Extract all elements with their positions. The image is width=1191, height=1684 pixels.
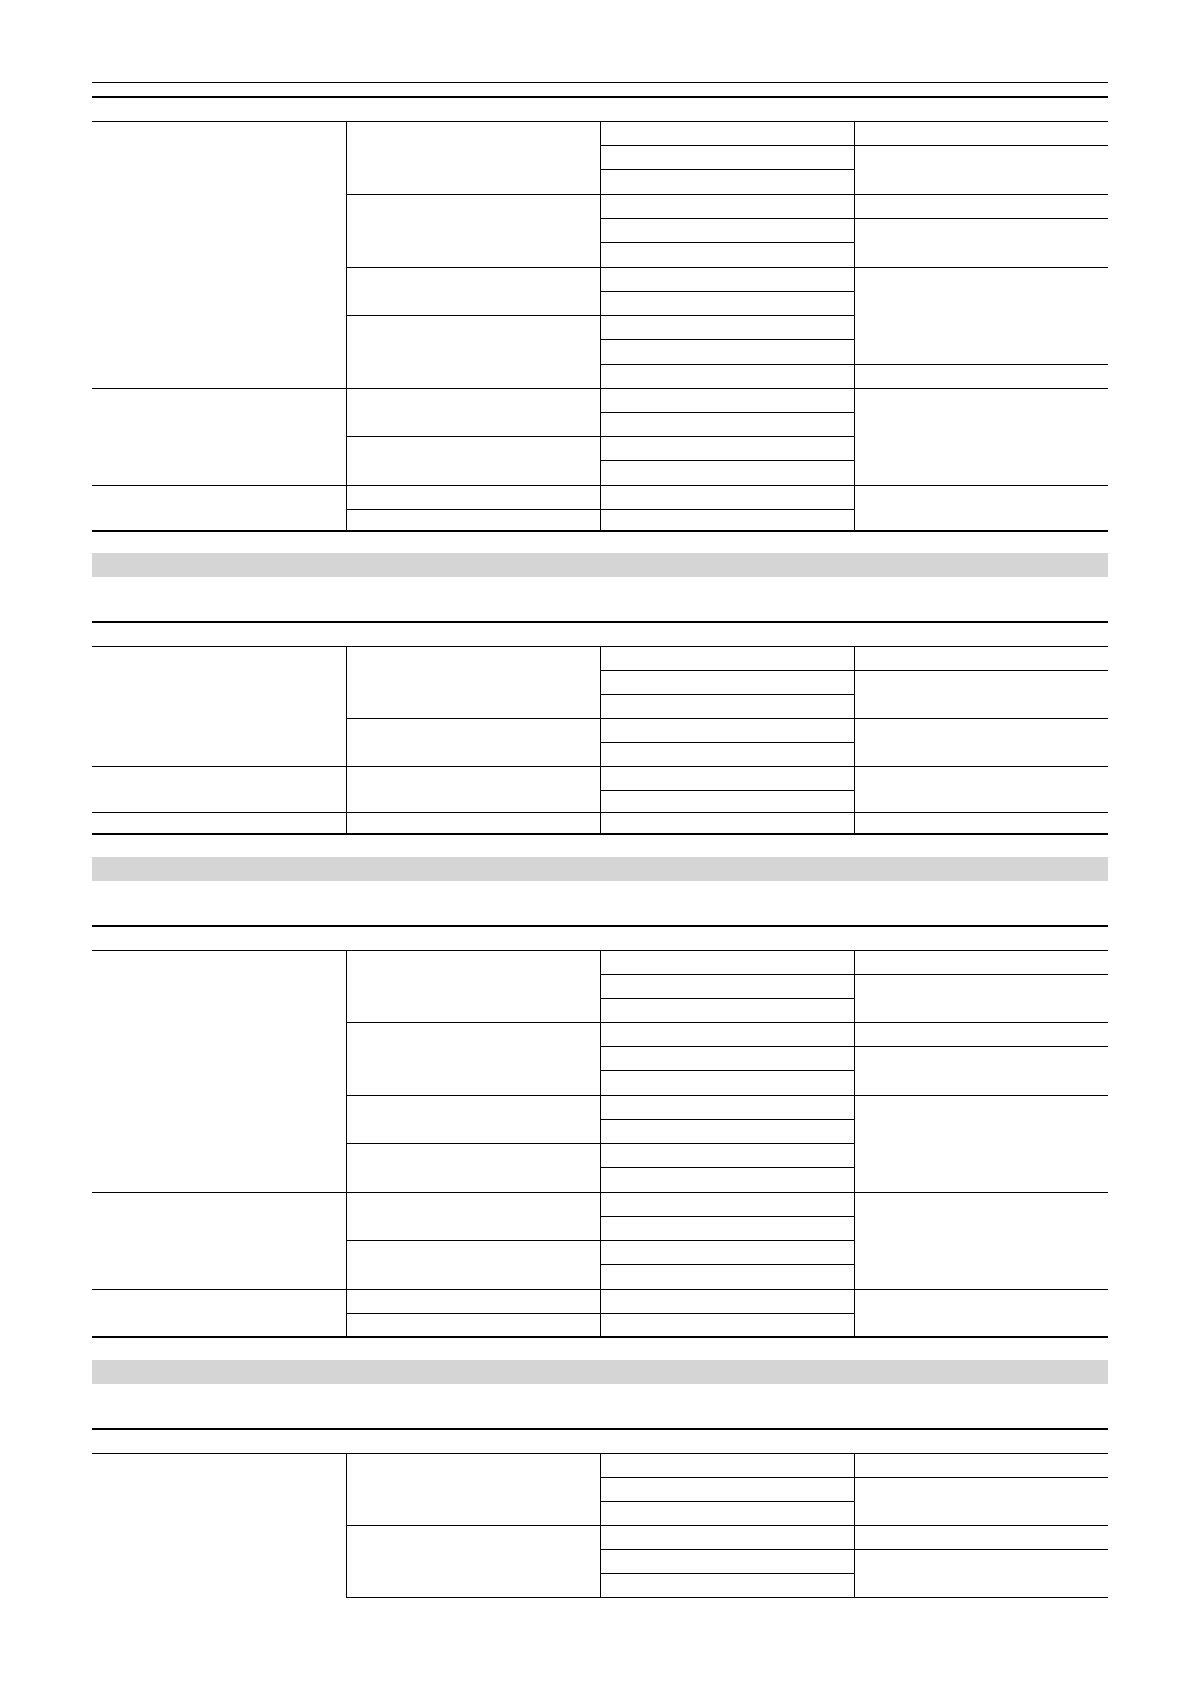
table-column-rule — [346, 1453, 347, 1597]
column-header — [346, 624, 350, 644]
table-row-rule — [346, 267, 1108, 268]
column-header — [854, 624, 858, 644]
table-row-rule — [600, 339, 854, 340]
column-header — [346, 928, 350, 948]
table-row-rule — [600, 460, 854, 461]
table-column-rule — [346, 121, 347, 531]
table-column-rule — [600, 1453, 601, 1597]
table-row-rule — [600, 169, 854, 170]
table-row-rule — [346, 1597, 1108, 1598]
section-header-1 — [92, 553, 1108, 577]
table-row-rule — [92, 96, 1108, 98]
table-row-rule — [346, 1095, 1108, 1096]
table-row-rule — [600, 1070, 854, 1071]
settings-table-2 — [92, 622, 1108, 836]
table-row-rule — [600, 1119, 854, 1120]
table-row-rule — [600, 1573, 854, 1574]
column-header — [854, 1431, 858, 1451]
column-header — [346, 99, 350, 119]
table-column-rule — [600, 646, 601, 834]
section-header-3 — [92, 1360, 1108, 1384]
table-row-rule — [600, 1501, 854, 1502]
column-header — [854, 99, 858, 119]
column-header — [854, 928, 858, 948]
table-row-rule — [600, 998, 854, 999]
section-header-2 — [92, 857, 1108, 881]
table-row-rule — [600, 291, 854, 292]
table-row-rule — [600, 694, 854, 695]
table-row-rule — [346, 194, 1108, 195]
column-header — [92, 928, 96, 948]
table-row-rule — [92, 1428, 1108, 1430]
column-header — [600, 928, 604, 948]
settings-table-3 — [92, 926, 1108, 1339]
column-header — [92, 1431, 96, 1451]
settings-table-1 — [92, 97, 1108, 532]
page-header-rule — [92, 82, 1108, 83]
table-column-rule — [600, 121, 601, 531]
table-row-rule — [92, 925, 1108, 927]
column-header — [600, 99, 604, 119]
table-row-rule — [600, 412, 854, 413]
column-header — [600, 624, 604, 644]
column-header — [346, 1431, 350, 1451]
column-header — [600, 1431, 604, 1451]
table-column-rule — [854, 1453, 855, 1597]
column-header — [92, 99, 96, 119]
table-row-rule — [346, 718, 1108, 719]
table-column-rule — [854, 121, 855, 531]
table-row-rule — [600, 242, 854, 243]
table-column-rule — [854, 950, 855, 1337]
table-row-rule — [346, 1022, 1108, 1023]
settings-table-4 — [92, 1429, 1108, 1601]
table-column-rule — [854, 646, 855, 834]
table-row-rule — [92, 621, 1108, 623]
table-column-rule — [600, 950, 601, 1337]
table-row-rule — [600, 790, 854, 791]
table-column-rule — [346, 950, 347, 1337]
column-header — [92, 624, 96, 644]
table-row-rule — [346, 1525, 1108, 1526]
table-row-rule — [600, 742, 854, 743]
table-row-rule — [600, 1264, 854, 1265]
table-column-rule — [346, 646, 347, 834]
table-row-rule — [600, 1167, 854, 1168]
table-row-rule — [600, 1216, 854, 1217]
